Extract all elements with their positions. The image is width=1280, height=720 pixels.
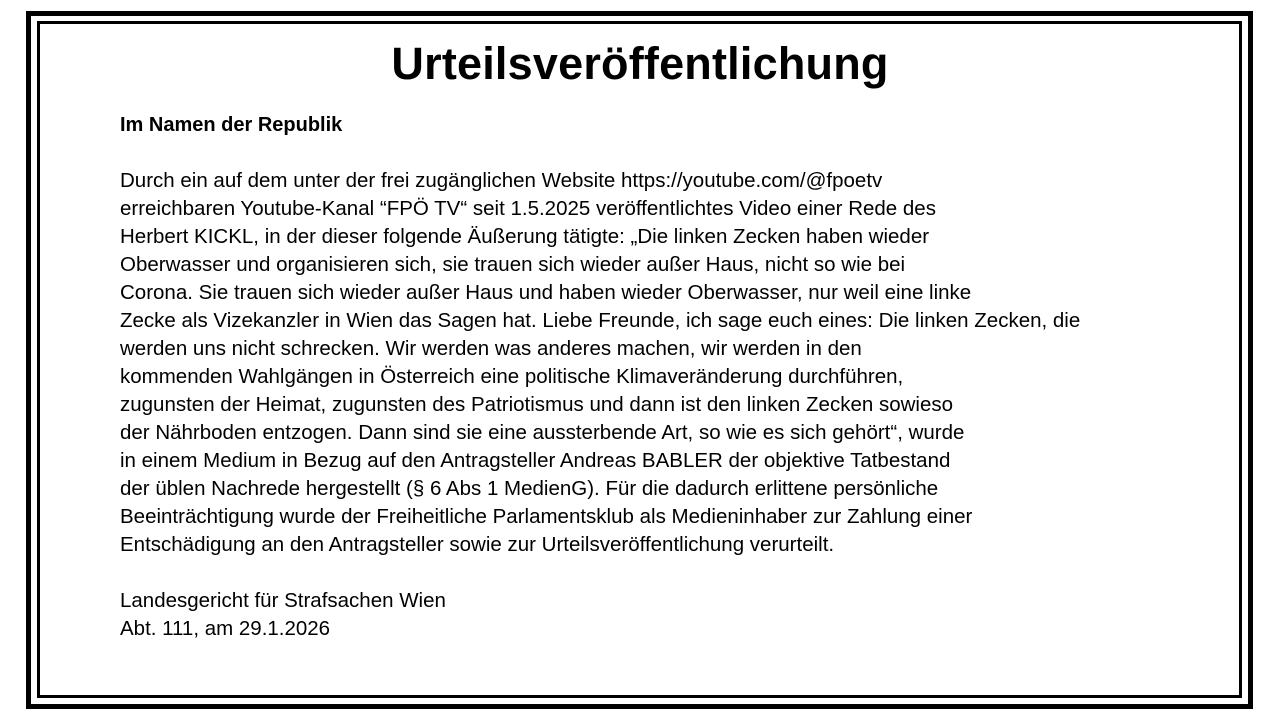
paragraph-line: Oberwasser und organisieren sich, sie trauen sich wieder außer Haus, nicht so wie bei <box>120 253 906 276</box>
paragraph-line: der üblen Nachrede hergestellt (§ 6 Abs 1 MedienG). Für die dadurch erlittene persönliche <box>120 477 939 500</box>
document-title: Urteilsveröffentlichung <box>391 38 889 89</box>
document-content <box>120 111 1140 643</box>
court-name: Landesgericht für Strafsachen Wien <box>120 589 446 612</box>
judgment-paragraph <box>120 167 1140 559</box>
paragraph-line: erreichbaren Youtube-Kanal “FPÖ TV“ seit 1.5.2025 veröffentlichtes Video einer Rede des <box>120 197 936 220</box>
spacer <box>120 559 1140 587</box>
spacer <box>120 139 1140 167</box>
paragraph-line: Beeinträchtigung wurde der Freiheitliche Parlamentsklub als Medieninhaber zur Zahlung einer <box>120 505 973 528</box>
paragraph-line: kommenden Wahlgängen in Österreich eine politische Klimaveränderung durchführen, <box>120 365 904 388</box>
document-heading: Im Namen der Republik <box>120 114 343 136</box>
paragraph-line: zugunsten der Heimat, zugunsten des Patriotismus und dann ist den linken Zecken sowieso <box>120 393 954 416</box>
paragraph-line: Entschädigung an den Antragsteller sowie zur Urteilsveröffentlichung verurteilt. <box>120 533 835 556</box>
paragraph-line: werden uns nicht schrecken. Wir werden was anderes machen, wir werden in den <box>120 337 862 360</box>
case-reference: Abt. 111, am 29.1.2026 <box>120 617 331 640</box>
paragraph-line: Durch ein auf dem unter der frei zugänglichen Website https://youtube.com/@fpoetv <box>120 169 883 192</box>
paragraph-line: Zecke als Vizekanzler in Wien das Sagen hat. Liebe Freunde, ich sage euch eines: Die linken Zecken, die <box>120 309 1081 332</box>
paragraph-line: Herbert KICKL, in der dieser folgende Äußerung tätigte: „Die linken Zecken haben wieder <box>120 225 930 248</box>
paragraph-line: Corona. Sie trauen sich wieder außer Haus und haben wieder Oberwasser, nur weil eine linke <box>120 281 972 304</box>
paragraph-line: in einem Medium in Bezug auf den Antragsteller Andreas BABLER der objektive Tatbestand <box>120 449 951 472</box>
paragraph-line: der Nährboden entzogen. Dann sind sie eine aussterbende Art, so wie es sich gehört“, wurde <box>120 421 965 444</box>
